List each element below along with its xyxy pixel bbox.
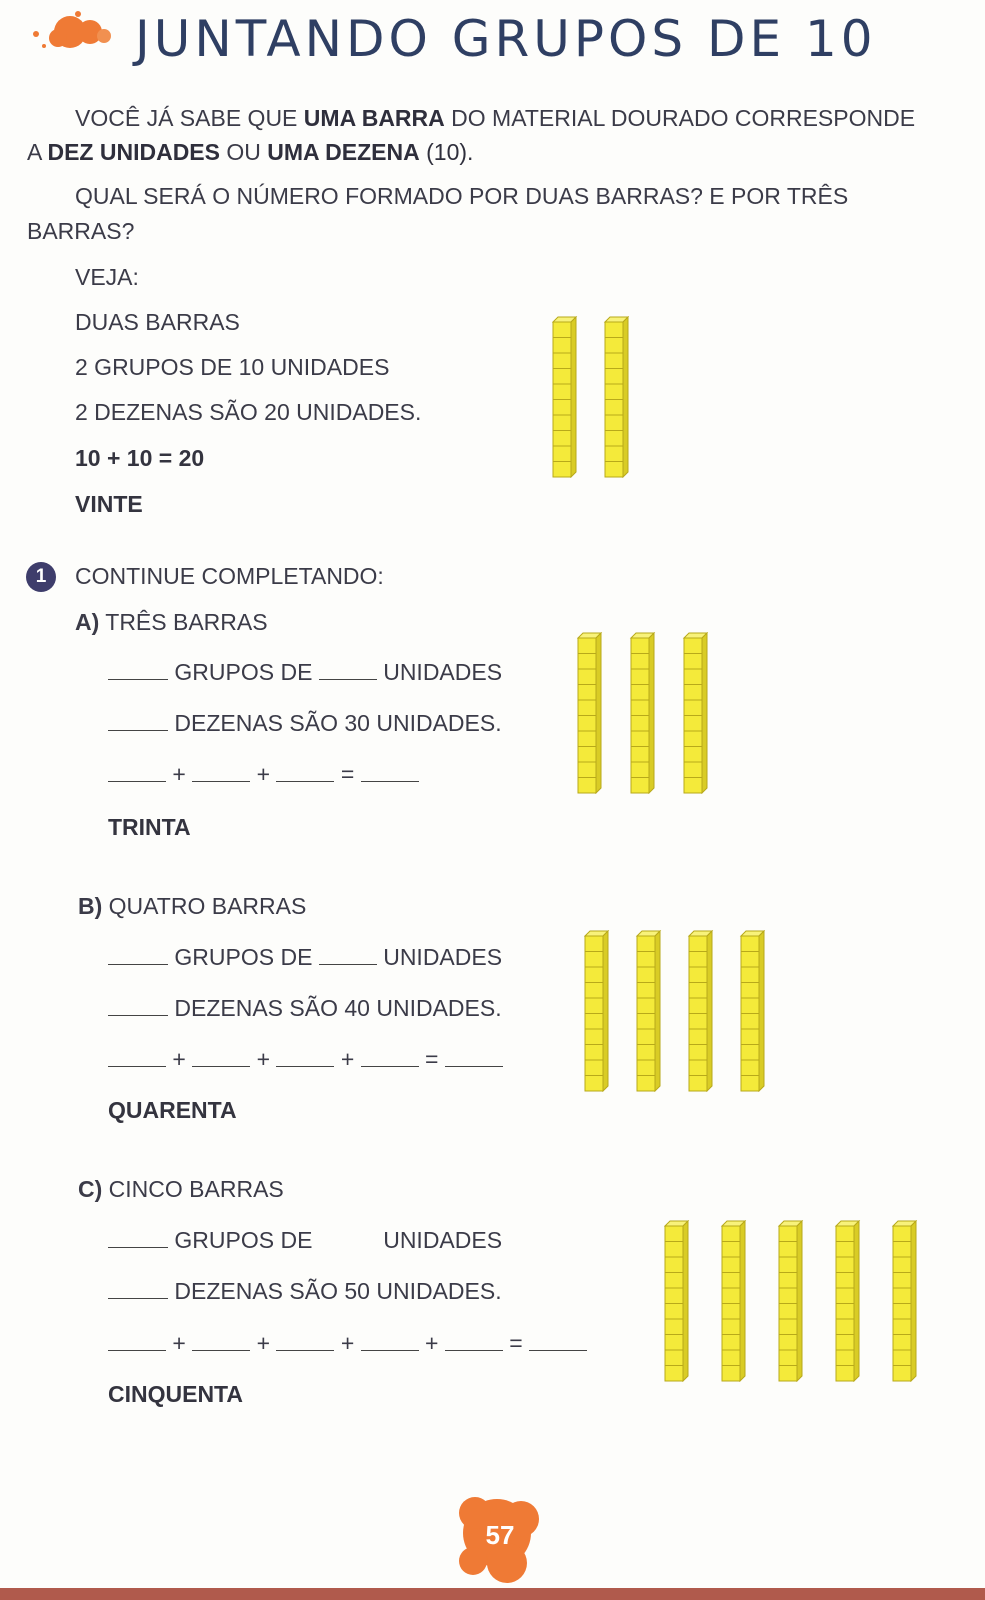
unit-cube (605, 338, 623, 354)
unit-cube (684, 654, 702, 670)
unit-cube (665, 1304, 683, 1320)
unit-cube (722, 1350, 740, 1366)
unit-cube (631, 716, 649, 732)
answer-blank[interactable] (276, 1328, 334, 1351)
unit-cube (585, 1014, 603, 1030)
answer-blank[interactable] (108, 1225, 168, 1248)
unit-cube (553, 415, 571, 431)
unit-cube (578, 762, 596, 778)
answer-blank[interactable] (192, 1044, 250, 1067)
unit-cube (637, 1045, 655, 1061)
unit-cube (893, 1366, 911, 1382)
answer-blank[interactable] (108, 708, 168, 731)
unit-cube (665, 1288, 683, 1304)
unit-cube (637, 1014, 655, 1030)
unit-cube (605, 462, 623, 478)
answer-blank[interactable] (529, 1328, 587, 1351)
item-b-sum-line (108, 1042, 503, 1076)
unit-cube (779, 1226, 797, 1242)
answer-blank[interactable] (276, 1044, 334, 1067)
unit-cube (893, 1335, 911, 1351)
equals-sign: = (509, 1330, 523, 1356)
unit-cube (741, 983, 759, 999)
unit-cube (631, 731, 649, 747)
unit-cube (893, 1319, 911, 1335)
unit-cube (605, 384, 623, 400)
unit-cube (893, 1257, 911, 1273)
item-c-word: CINQUENTA (108, 1381, 244, 1407)
unit-cube (779, 1319, 797, 1335)
unit-cube (836, 1242, 854, 1258)
unit-cube (578, 731, 596, 747)
unit-cube (722, 1273, 740, 1289)
unit-cube (689, 998, 707, 1014)
unit-cube (779, 1288, 797, 1304)
item-b-word: QUARENTA (108, 1097, 237, 1123)
unit-cube (779, 1350, 797, 1366)
unit-cube (637, 998, 655, 1014)
unit-cube (553, 384, 571, 400)
item-a-word: TRINTA (108, 814, 191, 840)
unit-cube (741, 1060, 759, 1076)
unit-cube (779, 1335, 797, 1351)
ten-bar (585, 931, 608, 1091)
item-letter: A) (75, 609, 100, 635)
unit-cube (684, 638, 702, 654)
base-ten-bars (584, 930, 765, 1092)
example-bars-illustration (552, 316, 629, 483)
item-a-sum-line (108, 757, 419, 791)
unit-cube (836, 1226, 854, 1242)
unit-cube (585, 936, 603, 952)
units-text: UNIDADES (383, 659, 503, 685)
page-number: 57 (485, 1520, 515, 1550)
unit-cube (585, 1076, 603, 1092)
answer-blank[interactable] (192, 759, 250, 782)
unit-cube (893, 1304, 911, 1320)
unit-cube (893, 1273, 911, 1289)
unit-cube (665, 1273, 683, 1289)
answer-blank[interactable] (108, 657, 168, 680)
ten-bar (605, 317, 628, 477)
plus-sign: + (425, 1330, 439, 1356)
units-text: UNIDADES (383, 1227, 503, 1253)
unit-cube (684, 685, 702, 701)
unit-cube (578, 778, 596, 794)
groups-text: GRUPOS DE (174, 944, 313, 970)
item-a-dozens-line (108, 706, 502, 740)
unit-cube (836, 1319, 854, 1335)
item-heading: CINCO BARRAS (108, 1176, 284, 1202)
unit-cube (836, 1273, 854, 1289)
unit-cube (585, 1060, 603, 1076)
item-b-groups-line (108, 940, 502, 974)
item-a-heading (75, 605, 268, 639)
unit-cube (684, 669, 702, 685)
example-veja: VEJA: (75, 264, 139, 290)
unit-cube (741, 1045, 759, 1061)
unit-cube (836, 1257, 854, 1273)
unit-cube (836, 1288, 854, 1304)
unit-cube (665, 1366, 683, 1382)
unit-cube (665, 1242, 683, 1258)
answer-blank[interactable] (361, 1328, 419, 1351)
unit-cube (741, 998, 759, 1014)
unit-cube (665, 1319, 683, 1335)
unit-cube (631, 762, 649, 778)
unit-cube (722, 1319, 740, 1335)
item-c-sum-line (108, 1326, 587, 1360)
ten-bar (578, 633, 601, 793)
unit-cube (689, 952, 707, 968)
unit-cube (553, 369, 571, 385)
ten-bar (684, 633, 707, 793)
unit-cube (684, 778, 702, 794)
unit-cube (779, 1273, 797, 1289)
unit-cube (689, 936, 707, 952)
dozens-text: DEZENAS SÃO 30 UNIDADES. (174, 710, 502, 736)
intro-paragraph-line-1 (75, 101, 915, 135)
equals-sign: = (425, 1046, 439, 1072)
item-b-heading (78, 889, 306, 923)
plus-sign: + (256, 761, 271, 787)
unit-cube (578, 669, 596, 685)
ten-bar (689, 931, 712, 1091)
unit-cube (553, 338, 571, 354)
item-letter: B) (78, 893, 103, 919)
unit-cube (553, 431, 571, 447)
unit-cube (553, 400, 571, 416)
intro-text: VOCÊ JÁ SABE QUE (75, 105, 304, 131)
intro-text: A (27, 139, 48, 165)
unit-cube (605, 369, 623, 385)
unit-cube (585, 998, 603, 1014)
unit-cube (722, 1288, 740, 1304)
answer-blank[interactable] (108, 1328, 166, 1351)
answer-blank[interactable] (108, 1276, 168, 1299)
unit-cube (605, 415, 623, 431)
unit-cube (605, 400, 623, 416)
unit-cube (893, 1226, 911, 1242)
answer-blank[interactable] (276, 759, 334, 782)
unit-cube (631, 747, 649, 763)
example-line-3: 2 DEZENAS SÃO 20 UNIDADES. (75, 399, 422, 425)
answer-blank[interactable] (108, 759, 166, 782)
ten-bar (637, 931, 660, 1091)
dozens-text: DEZENAS SÃO 50 UNIDADES. (174, 1278, 502, 1304)
ten-bar (836, 1221, 859, 1381)
item-heading: TRÊS BARRAS (105, 609, 268, 635)
unit-cube (553, 446, 571, 462)
unit-cube (779, 1366, 797, 1382)
ten-bar (893, 1221, 916, 1381)
unit-cube (722, 1304, 740, 1320)
ten-bar (779, 1221, 802, 1381)
item-c-bars-illustration (664, 1220, 917, 1387)
base-ten-bars (577, 632, 708, 794)
plus-sign: + (172, 761, 186, 787)
answer-blank[interactable] (319, 657, 377, 680)
unit-cube (836, 1304, 854, 1320)
unit-cube (578, 747, 596, 763)
unit-cube (722, 1226, 740, 1242)
question-line-1: QUAL SERÁ O NÚMERO FORMADO POR DUAS BARRAS? E POR TRÊS (75, 183, 849, 209)
unit-cube (605, 353, 623, 369)
unit-cube (722, 1335, 740, 1351)
groups-text: GRUPOS DE (174, 1227, 313, 1253)
exercise-instruction: CONTINUE COMPLETANDO: (75, 563, 384, 589)
unit-cube (578, 685, 596, 701)
unit-cube (689, 983, 707, 999)
answer-blank[interactable] (108, 993, 168, 1016)
answer-blank[interactable] (445, 1328, 503, 1351)
intro-paragraph-line-2 (27, 135, 473, 169)
unit-cube (637, 983, 655, 999)
unit-cube (553, 353, 571, 369)
ten-bar (665, 1221, 688, 1381)
item-c-dozens-line (108, 1274, 502, 1308)
groups-text: GRUPOS DE (174, 659, 313, 685)
unit-cube (689, 1045, 707, 1061)
unit-cube (836, 1350, 854, 1366)
item-letter: C) (78, 1176, 103, 1202)
intro-text: OU (219, 139, 268, 165)
unit-cube (585, 983, 603, 999)
example-line-2: 2 GRUPOS DE 10 UNIDADES (75, 354, 390, 380)
item-a-bars-illustration (577, 632, 708, 799)
unit-cube (689, 1060, 707, 1076)
unit-cube (689, 1029, 707, 1045)
unit-cube (637, 952, 655, 968)
unit-cube (631, 669, 649, 685)
answer-blank[interactable] (319, 1225, 377, 1248)
unit-cube (779, 1304, 797, 1320)
item-b-dozens-line (108, 991, 502, 1025)
unit-cube (665, 1350, 683, 1366)
unit-cube (637, 1029, 655, 1045)
units-text: UNIDADES (383, 944, 503, 970)
item-c-groups-line (108, 1223, 502, 1257)
item-heading: QUATRO BARRAS (108, 893, 307, 919)
unit-cube (741, 967, 759, 983)
ten-bar (741, 931, 764, 1091)
intro-emphasis: DEZ UNIDADES (47, 139, 220, 165)
unit-cube (637, 1060, 655, 1076)
unit-cube (605, 431, 623, 447)
unit-cube (689, 967, 707, 983)
unit-cube (684, 747, 702, 763)
equals-sign: = (340, 761, 355, 787)
item-c-heading (78, 1172, 284, 1206)
unit-cube (689, 1076, 707, 1092)
unit-cube (665, 1335, 683, 1351)
intro-text: DO MATERIAL DOURADO CORRESPONDE (444, 105, 916, 131)
unit-cube (779, 1242, 797, 1258)
ten-bar (553, 317, 576, 477)
unit-cube (722, 1257, 740, 1273)
answer-blank[interactable] (108, 1044, 166, 1067)
paint-splat-icon (22, 8, 122, 58)
intro-emphasis: UMA BARRA (303, 105, 445, 131)
plus-sign: + (340, 1330, 355, 1356)
item-a-groups-line (108, 655, 502, 689)
answer-blank[interactable] (445, 1044, 503, 1067)
unit-cube (893, 1242, 911, 1258)
answer-blank[interactable] (319, 942, 377, 965)
unit-cube (665, 1257, 683, 1273)
answer-blank[interactable] (361, 1044, 419, 1067)
ten-bar (722, 1221, 745, 1381)
unit-cube (605, 446, 623, 462)
unit-cube (689, 1014, 707, 1030)
unit-cube (578, 716, 596, 732)
unit-cube (779, 1257, 797, 1273)
unit-cube (741, 952, 759, 968)
plus-sign: + (340, 1046, 355, 1072)
answer-blank[interactable] (361, 759, 419, 782)
plus-sign: + (172, 1046, 186, 1072)
unit-cube (605, 322, 623, 338)
intro-emphasis: (10). (419, 139, 474, 165)
unit-cube (684, 716, 702, 732)
unit-cube (684, 731, 702, 747)
unit-cube (684, 700, 702, 716)
unit-cube (665, 1226, 683, 1242)
ten-bar (631, 633, 654, 793)
unit-cube (631, 638, 649, 654)
example-equation: 10 + 10 = 20 (75, 445, 205, 471)
exercise-number-badge: 1 (26, 562, 56, 592)
base-ten-bars (664, 1220, 917, 1382)
unit-cube (722, 1366, 740, 1382)
unit-cube (741, 936, 759, 952)
unit-cube (631, 654, 649, 670)
unit-cube (684, 762, 702, 778)
unit-cube (578, 654, 596, 670)
answer-blank[interactable] (192, 1328, 250, 1351)
unit-cube (637, 967, 655, 983)
base-ten-bars (552, 316, 629, 478)
unit-cube (741, 1014, 759, 1030)
unit-cube (893, 1288, 911, 1304)
plus-sign: + (256, 1046, 271, 1072)
unit-cube (553, 322, 571, 338)
intro-emphasis: UMA DEZENA (267, 139, 420, 165)
unit-cube (578, 700, 596, 716)
unit-cube (631, 700, 649, 716)
question-line-2: BARRAS? (27, 218, 135, 244)
unit-cube (553, 462, 571, 478)
dozens-text: DEZENAS SÃO 40 UNIDADES. (174, 995, 502, 1021)
unit-cube (893, 1350, 911, 1366)
footer-band (0, 1588, 985, 1600)
unit-cube (578, 638, 596, 654)
item-b-bars-illustration (584, 930, 765, 1097)
unit-cube (631, 778, 649, 794)
unit-cube (741, 1029, 759, 1045)
unit-cube (637, 936, 655, 952)
plus-sign: + (256, 1330, 271, 1356)
example-line-1: DUAS BARRAS (75, 309, 240, 335)
unit-cube (585, 1045, 603, 1061)
plus-sign: + (172, 1330, 186, 1356)
example-word: VINTE (75, 491, 143, 517)
unit-cube (585, 952, 603, 968)
page-title: JUNTANDO GRUPOS DE 10 (135, 10, 877, 68)
unit-cube (722, 1242, 740, 1258)
unit-cube (836, 1335, 854, 1351)
unit-cube (637, 1076, 655, 1092)
unit-cube (585, 967, 603, 983)
unit-cube (836, 1366, 854, 1382)
unit-cube (631, 685, 649, 701)
answer-blank[interactable] (108, 942, 168, 965)
unit-cube (741, 1076, 759, 1092)
unit-cube (585, 1029, 603, 1045)
